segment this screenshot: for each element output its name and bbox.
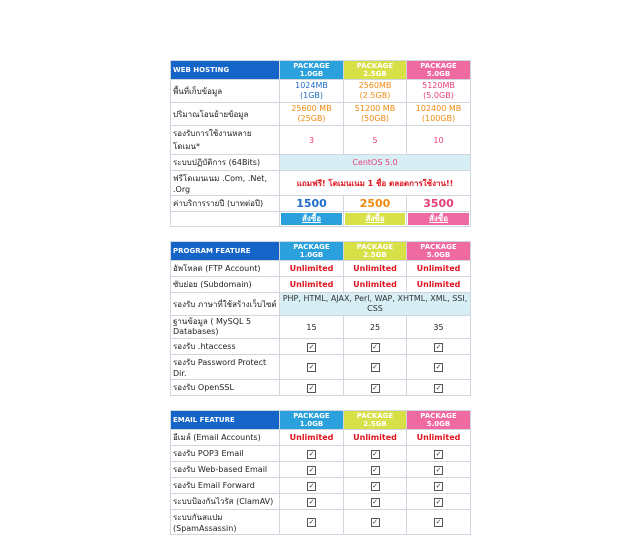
checkbox-checked-icon: ✓ <box>372 383 378 392</box>
order-row <box>171 212 471 227</box>
pop3-label: รองรับ POP3 Email <box>171 446 280 462</box>
package-1-header: PACKAGE 1.0GB <box>280 411 344 430</box>
subdomain-row <box>171 277 471 293</box>
pop3-p1 <box>280 446 344 462</box>
protect-p2 <box>344 355 407 380</box>
storage-p3 <box>407 80 471 103</box>
openssl-p1 <box>280 380 344 396</box>
subdomain-p1: Unlimited <box>280 277 344 293</box>
domains-label: รองรับการใช้งานหลายโดเมน* <box>171 126 280 155</box>
section-title: PROGRAM FEATURE <box>171 242 280 261</box>
storage-p2-mb: 2560MB <box>358 81 392 90</box>
transfer-p3-gb: (100GB) <box>421 114 456 123</box>
ftp-row <box>171 261 471 277</box>
spam-label: ระบบกันสแปม (SpamAssassin) <box>171 510 280 535</box>
ftp-label: อัพโหลด (FTP Account) <box>171 261 280 277</box>
storage-p1-mb: 1024MB <box>295 81 328 90</box>
storage-p1 <box>280 80 344 103</box>
checkbox-checked-icon: ✓ <box>435 465 442 474</box>
package-2-header: PACKAGE 2.5GB <box>344 411 407 430</box>
email-accounts-row <box>171 430 471 446</box>
forward-label: รองรับ Email Forward <box>171 478 280 494</box>
checkbox-checked-icon: ✓ <box>308 363 315 371</box>
package-3-header: PACKAGE 5.0GB <box>407 242 471 261</box>
transfer-p1 <box>280 103 344 126</box>
spacer <box>170 227 470 241</box>
webmail-label: รองรับ Web-based Email <box>171 462 280 478</box>
email-accounts-p1: Unlimited <box>280 430 344 446</box>
domains-p3: 10 <box>407 126 471 155</box>
languages-value: PHP, HTML, AJAX, Perl, WAP, XHTML, XML, SSI, CSS <box>280 293 471 316</box>
spacer <box>170 396 470 410</box>
checkbox-checked-icon: ✓ <box>308 518 315 526</box>
checkbox-checked-icon: ✓ <box>435 518 442 526</box>
checkbox-checked-icon: ✓ <box>435 342 442 351</box>
transfer-p1-mb: 25600 MB <box>291 104 332 113</box>
mysql-label: ฐานข้อมูล ( MySQL 5 Databases) <box>171 316 280 339</box>
languages-row <box>171 293 471 316</box>
section-title: EMAIL FEATURE <box>171 411 280 430</box>
price-p2: 2500 <box>344 196 407 212</box>
package-2-header: PACKAGE 2.5GB <box>344 242 407 261</box>
storage-label: พื้นที่เก็บข้อมูล <box>171 80 280 103</box>
email-accounts-label: อีเมล์ (Email Accounts) <box>171 430 280 446</box>
transfer-p2 <box>344 103 407 126</box>
order-cell-3 <box>407 212 471 227</box>
storage-p2-gb: (2.5GB) <box>359 91 391 100</box>
program-feature-table <box>170 241 471 396</box>
checkbox-checked-icon: ✓ <box>372 449 378 458</box>
checkbox-checked-icon: ✓ <box>308 465 315 474</box>
domains-p2: 5 <box>344 126 407 155</box>
ftp-p1: Unlimited <box>280 261 344 277</box>
ftp-p3: Unlimited <box>407 261 471 277</box>
storage-p3-gb: (5.0GB) <box>423 91 454 100</box>
storage-p1-gb: (1GB) <box>299 91 324 100</box>
pop3-p2 <box>344 446 407 462</box>
package-3-header: PACKAGE 5.0GB <box>407 61 471 80</box>
os-row <box>171 155 471 171</box>
webmail-row <box>171 462 471 478</box>
email-feature-table <box>170 410 471 535</box>
storage-p2 <box>344 80 407 103</box>
protect-row <box>171 355 471 380</box>
mysql-row <box>171 316 471 339</box>
subdomain-p2: Unlimited <box>344 277 407 293</box>
free-domain-label: ฟรีโดเมนเนม .Com, .Net, .Org <box>171 171 280 196</box>
protect-p1 <box>280 355 344 380</box>
transfer-label: ปริมาณโอนย้ายข้อมูล <box>171 103 280 126</box>
email-accounts-p3: Unlimited <box>407 430 471 446</box>
openssl-label: รองรับ OpenSSL <box>171 380 280 396</box>
checkbox-checked-icon: ✓ <box>435 497 442 506</box>
transfer-p3 <box>407 103 471 126</box>
checkbox-checked-icon: ✓ <box>308 497 315 506</box>
transfer-p3-mb: 102400 MB <box>415 104 462 113</box>
languages-label: รองรับ ภาษาที่ใช้สร้างเว็บไซต์ <box>171 293 280 316</box>
order-button-package-3[interactable]: สั่งซื้อ <box>408 213 469 225</box>
program-header-row <box>171 242 471 261</box>
checkbox-checked-icon: ✓ <box>435 481 442 490</box>
htaccess-p3 <box>407 339 471 355</box>
clamav-p1 <box>280 494 344 510</box>
webmail-p1 <box>280 462 344 478</box>
web-hosting-header-row <box>171 61 471 80</box>
openssl-p2 <box>344 380 407 396</box>
spam-p3 <box>407 510 471 535</box>
checkbox-checked-icon: ✓ <box>372 518 378 526</box>
web-hosting-table <box>170 60 471 227</box>
mysql-p1: 15 <box>280 316 344 339</box>
ftp-p2: Unlimited <box>344 261 407 277</box>
subdomain-p3: Unlimited <box>407 277 471 293</box>
clamav-label: ระบบป้องกันไวรัส (ClamAV) <box>171 494 280 510</box>
openssl-p3 <box>407 380 471 396</box>
webmail-p3 <box>407 462 471 478</box>
package-2-header: PACKAGE 2.5GB <box>344 61 407 80</box>
mysql-p2: 25 <box>344 316 407 339</box>
webmail-p2 <box>344 462 407 478</box>
transfer-p2-gb: (50GB) <box>360 114 390 123</box>
checkbox-checked-icon: ✓ <box>372 363 378 371</box>
os-value: CentOS 5.0 <box>280 155 471 171</box>
order-cell-1 <box>280 212 344 227</box>
price-p1: 1500 <box>280 196 344 212</box>
spam-row <box>171 510 471 535</box>
clamav-p3 <box>407 494 471 510</box>
mysql-p3: 35 <box>407 316 471 339</box>
checkbox-checked-icon: ✓ <box>435 449 442 458</box>
domains-row <box>171 126 471 155</box>
email-header-row <box>171 411 471 430</box>
transfer-row <box>171 103 471 126</box>
package-1-header: PACKAGE 1.0GB <box>280 242 344 261</box>
order-cell-2 <box>344 212 407 227</box>
price-p3: 3500 <box>407 196 471 212</box>
order-button-package-2[interactable]: สั่งซื้อ <box>345 213 405 225</box>
checkbox-checked-icon: ✓ <box>372 342 378 351</box>
checkbox-checked-icon: ✓ <box>435 363 442 371</box>
checkbox-checked-icon: ✓ <box>308 383 315 392</box>
checkbox-checked-icon: ✓ <box>435 383 442 392</box>
openssl-row <box>171 380 471 396</box>
package-3-header: PACKAGE 5.0GB <box>407 411 471 430</box>
pricing-tables <box>170 60 470 535</box>
protect-p3 <box>407 355 471 380</box>
checkbox-checked-icon: ✓ <box>308 481 315 490</box>
protect-label: รองรับ Password Protect Dir. <box>171 355 280 380</box>
spam-p1 <box>280 510 344 535</box>
order-label-empty <box>171 212 280 227</box>
free-domain-value: แถมฟรี! โดเมนเนม 1 ชื่อ ตลอดการใช้งาน!! <box>280 171 471 196</box>
clamav-p2 <box>344 494 407 510</box>
checkbox-checked-icon: ✓ <box>372 481 378 490</box>
free-domain-row <box>171 171 471 196</box>
checkbox-checked-icon: ✓ <box>308 342 315 351</box>
htaccess-row <box>171 339 471 355</box>
htaccess-label: รองรับ .htaccess <box>171 339 280 355</box>
transfer-p2-mb: 51200 MB <box>354 104 396 113</box>
os-label: ระบบปฏิบัติการ (64Bits) <box>171 155 280 171</box>
storage-p3-mb: 5120MB <box>422 81 455 90</box>
email-accounts-p2: Unlimited <box>344 430 407 446</box>
checkbox-checked-icon: ✓ <box>308 449 315 458</box>
spam-p2 <box>344 510 407 535</box>
order-button-package-1[interactable]: สั่งซื้อ <box>281 213 342 225</box>
htaccess-p1 <box>280 339 344 355</box>
checkbox-checked-icon: ✓ <box>372 497 378 506</box>
pop3-row <box>171 446 471 462</box>
transfer-p1-gb: (25GB) <box>297 114 326 123</box>
pop3-p3 <box>407 446 471 462</box>
domains-p1: 3 <box>280 126 344 155</box>
clamav-row <box>171 494 471 510</box>
checkbox-checked-icon: ✓ <box>372 465 378 474</box>
section-title: WEB HOSTING <box>171 61 280 80</box>
subdomain-label: ซับย่อย (Subdomain) <box>171 277 280 293</box>
htaccess-p2 <box>344 339 407 355</box>
storage-row <box>171 80 471 103</box>
price-label: ค่าบริการรายปี (บาทต่อปี) <box>171 196 280 212</box>
package-1-header: PACKAGE 1.0GB <box>280 61 344 80</box>
price-row <box>171 196 471 212</box>
